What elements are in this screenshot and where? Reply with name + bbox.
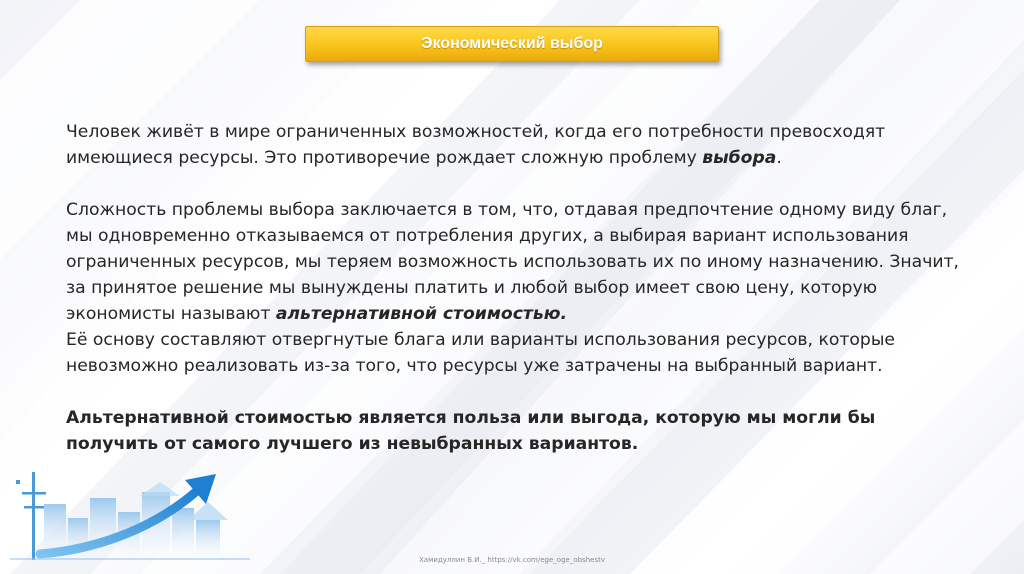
paragraph-intro-text: Человек живёт в мире ограниченных возможностей, когда его потребности превосходят имеющиеся ресурсы. Это противоречие рождает сложную проблему xyxy=(66,122,886,168)
paragraph-complexity xyxy=(66,197,966,327)
title-banner xyxy=(305,26,719,62)
emphasis-opportunity-cost: альтернативной стоимостью. xyxy=(275,304,567,324)
slide-body xyxy=(66,119,966,457)
emphasis-choice: выбора xyxy=(702,148,777,168)
paragraph-intro-end: . xyxy=(776,148,782,168)
paragraph-intro xyxy=(66,119,966,171)
footer-credit: Хамидуллин Б.И._ https://vk.com/ege_oge_obshestv xyxy=(419,556,605,564)
definition: Альтернативной стоимостью является польза или выгода, которую мы могли бы получить от самого лучшего из невыбранных вариантов. xyxy=(66,408,876,454)
growth-arrow-city-icon xyxy=(10,462,250,562)
paragraph-complexity-text: Сложность проблемы выбора заключается в том, что, отдавая предпочтение одному виду благ, мы одновременно отказываемся от потребления других, а выбирая вариант использования ограниченных ресурсов, мы теряем возможность использовать их по иному назначению. Значит, за принятое решение мы вынуждены платить и любой выбор имеет свою цену, которую экономисты называют xyxy=(66,200,959,324)
slide-title: Экономический выбор xyxy=(421,35,603,52)
paragraph-basis: Её основу составляют отвергнутые блага или варианты использования ресурсов, которые невозможно реализовать из-за того, что ресурсы уже затрачены на выбранный вариант. xyxy=(66,330,895,376)
